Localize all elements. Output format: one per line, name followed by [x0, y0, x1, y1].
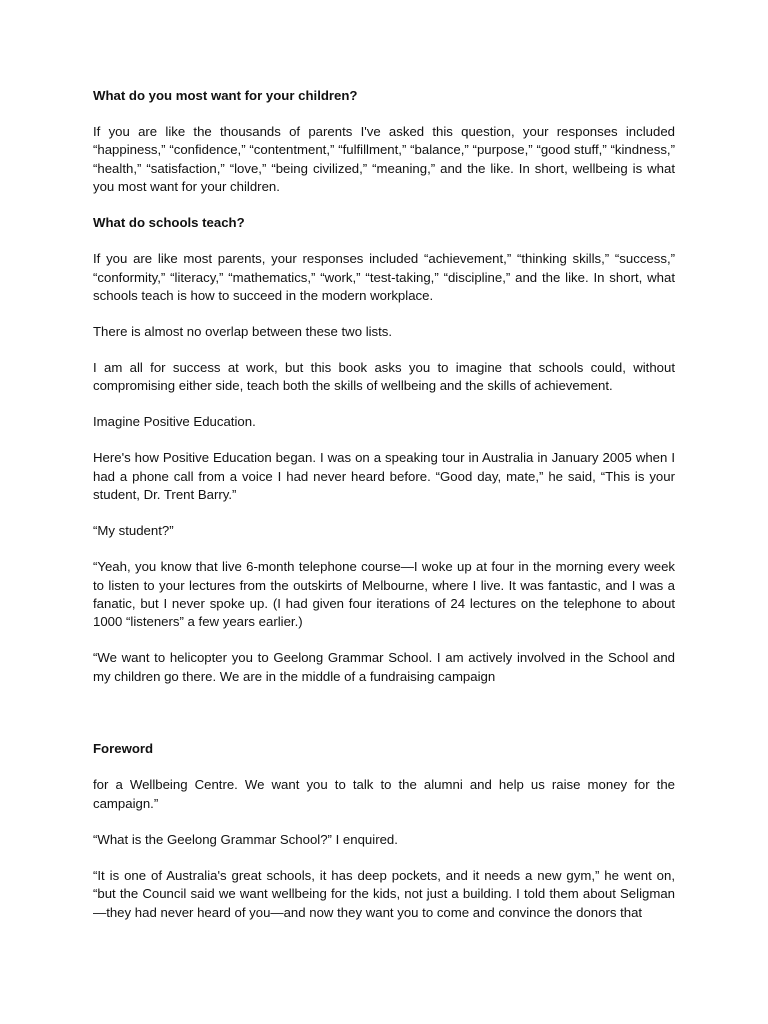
- paragraph-telephone-course: “Yeah, you know that live 6-month telephone course—I woke up at four in the morning every week to listen to your lectures from the outskirts of Melbourne, where I live. It was fantastic, and I was a fanatic, but I never spoke up. (I had given four iterations of 24 lectures on the telephone to about 1000 “listeners” a few years earlier.): [93, 559, 675, 630]
- paragraph-success-at-work: I am all for success at work, but this book asks you to imagine that schools could, without compromising either side, teach both the skills of wellbeing and the skills of achievement.: [93, 360, 675, 394]
- paragraph-how-began: Here's how Positive Education began. I was on a speaking tour in Australia in January 2005 when I had a phone call from a voice I had never heard before. “Good day, mate,” he said, “This is your student, Dr. Trent Barry.”: [93, 450, 675, 503]
- document-page: [93, 87, 675, 922]
- paragraph-my-student: “My student?”: [93, 523, 174, 539]
- paragraph-schools-teach: If you are like most parents, your responses included “achievement,” “thinking skills,” “success,” “conformity,” “literacy,” “mathematics,” “work,” “test-taking,” “discipline,” and the like. In short, what schools teach is how to succeed in the modern workplace.: [93, 251, 675, 304]
- section-heading-foreword: Foreword: [93, 741, 154, 757]
- paragraph-imagine: Imagine Positive Education.: [93, 414, 256, 430]
- paragraph-wellbeing-centre: for a Wellbeing Centre. We want you to talk to the alumni and help us raise money for the campaign.”: [93, 777, 675, 811]
- paragraph-helicopter: “We want to helicopter you to Geelong Grammar School. I am actively involved in the School and my children go there. We are in the middle of a fundraising campaign: [93, 650, 675, 684]
- section-heading-schools: What do schools teach?: [93, 215, 245, 231]
- paragraph-wellbeing: If you are like the thousands of parents I've asked this question, your responses included “happiness,” “confidence,” “contentment,” “fulfillment,” “balance,” “purpose,” “good stuff,” “kindness,” “health,” “satisfaction,” “love,” “being civilized,” “meaning,” and the like. In short, wellbeing is what you most want for your children.: [93, 124, 675, 195]
- paragraph-no-overlap: There is almost no overlap between these two lists.: [93, 324, 393, 340]
- paragraph-geelong-question: “What is the Geelong Grammar School?” I enquired.: [93, 831, 398, 847]
- paragraph-great-schools: “It is one of Australia's great schools, it has deep pockets, and it needs a new gym,” he went on, “but the Council said we want wellbeing for the kids, not just a building. I told them about Seligman—they had never heard of you—and now they want you to come and convince the donors that: [93, 867, 675, 920]
- section-heading-children: What do you most want for your children?: [93, 88, 358, 103]
